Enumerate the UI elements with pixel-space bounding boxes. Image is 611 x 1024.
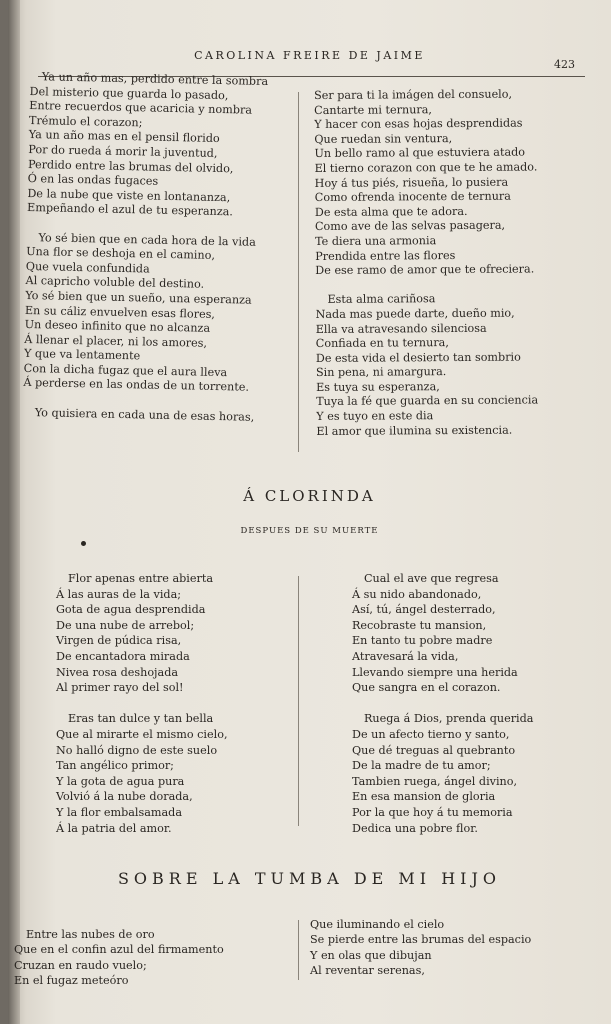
verse-line: Se pierde entre las brumas del espacio	[310, 933, 532, 947]
verse-line: Tuya la fé que guarda en su conciencia	[316, 393, 539, 409]
verse-line: Volvió á la nube dorada,	[56, 790, 193, 804]
ink-spot	[81, 541, 86, 546]
verse-line: En tanto tu pobre madre	[352, 634, 493, 648]
verse-line: Esta alma cariñosa	[327, 292, 436, 307]
verse-line: Á la patria del amor.	[56, 821, 172, 835]
verse-line: Eras tan dulce y tan bella	[68, 712, 214, 726]
verse-line: Del misterio que guarda lo pasado,	[29, 84, 229, 102]
verse-line: Cruzan en raudo vuelo;	[14, 958, 147, 972]
poem3-title: SOBRE LA TUMBA DE MI HIJO	[117, 869, 502, 888]
verse-line: Así, tú, ángel desterrado,	[352, 603, 496, 617]
verse-line: De la nube que viste en lontananza,	[27, 186, 231, 204]
verse-line: Al capricho voluble del destino.	[25, 274, 205, 292]
verse-line: Te diera una armonia	[315, 234, 437, 248]
stanza-break	[56, 696, 228, 712]
verse-line: Ruega á Dios, prenda querida	[364, 712, 534, 726]
verse-line: En el fugaz meteóro	[14, 974, 129, 988]
verse-line: Con la dicha fugaz que el aura lleva	[23, 361, 228, 380]
verse-line: Que sangra en el corazon.	[352, 681, 501, 695]
verse-line: Como ofrenda inocente de ternura	[314, 189, 511, 205]
verse-line: Recobraste tu mansion,	[352, 618, 487, 632]
verse-line: En esa mansion de gloria	[352, 790, 496, 804]
verse-line: Tambien ruega, ángel divino,	[352, 774, 518, 788]
verse-line: Cantarte mi ternura,	[314, 102, 433, 117]
verse-line: Empeñando el azul de tu esperanza.	[26, 201, 234, 219]
verse-line: Á llenar el placer, ni los amores,	[24, 332, 208, 350]
verse-line: Un bello ramo al que estuviera atado	[314, 145, 526, 161]
verse-line: Trémulo el corazon;	[28, 113, 143, 130]
verse-line: Que ruedan sin ventura,	[314, 131, 453, 146]
verse-line: Y es tuyo en este dia	[316, 409, 434, 424]
poem2-right-column	[352, 571, 533, 836]
book-page	[8, 0, 611, 1024]
verse-line: Y hacer con esas hojas desprendidas	[314, 116, 523, 132]
verse-line: De la madre de tu amor;	[352, 759, 491, 773]
verse-line: Cual el ave que regresa	[364, 572, 499, 585]
verse-line: Que al mirarte el mismo cielo,	[56, 727, 228, 741]
column-divider	[298, 92, 299, 452]
verse-line: Nada mas puede darte, dueño mio,	[315, 306, 515, 321]
verse-line: De ese ramo de amor que te ofreciera.	[315, 262, 535, 278]
poem3-left-column	[14, 927, 224, 989]
verse-line: Y la flor embalsamada	[56, 805, 183, 819]
verse-line: Y que va lentamente	[23, 347, 141, 363]
verse-line: Á su nido abandonado,	[352, 587, 482, 601]
poem2-title: Á CLORINDA	[243, 487, 376, 505]
verse-line: Gota de agua desprendida	[56, 603, 206, 617]
poem2-subtitle: DESPUES DE SU MUERTE	[240, 526, 379, 536]
stanza-break	[352, 696, 533, 712]
verse-line: El amor que ilumina su existencia.	[316, 423, 513, 438]
page-number: 423	[554, 58, 575, 71]
verse-line: Sin pena, ni amargura.	[315, 365, 447, 380]
verse-line: En su cáliz envuelven esas flores,	[24, 303, 216, 321]
column-divider	[298, 576, 299, 826]
verse-line: Y la gota de agua pura	[56, 774, 185, 788]
poem2-left-column	[56, 571, 228, 836]
verse-line: El tierno corazon con que te he amado.	[314, 160, 538, 175]
verse-line: Ya un año mas en el pensil florido	[28, 128, 220, 146]
verse-line: Al reventar serenas,	[310, 964, 425, 978]
poem1-right-column	[314, 87, 539, 439]
verse-line: Hoy á tus piés, risueña, lo pusiera	[314, 175, 509, 190]
verse-line: Entre las nubes de oro	[26, 928, 155, 941]
verse-line: Yo sé bien que en cada hora de la vida	[38, 230, 256, 249]
verse-line: Un deseo infinito que no alcanza	[24, 318, 211, 335]
running-head: CAROLINA FREIRE DE JAIME	[194, 49, 425, 62]
verse-line: Yo sé bien que un sueño, una esperanza	[25, 288, 252, 307]
verse-line: Y en olas que dibujan	[310, 948, 432, 962]
verse-line: Por la que hoy á tu memoria	[352, 805, 513, 819]
verse-line: De esta alma que te adora.	[314, 204, 468, 219]
verse-line: De encantadora mirada	[56, 649, 190, 663]
verse-line: De esta vida el desierto tan sombrio	[315, 350, 521, 365]
verse-line: Confiada en tu ternura,	[315, 336, 449, 351]
verse-line: Tan angélico primor;	[56, 759, 174, 773]
verse-line: Al primer rayo del sol!	[56, 681, 184, 695]
verse-line: Por do rueda á morir la juventud,	[28, 142, 218, 160]
verse-line: Nivea rosa deshojada	[56, 665, 179, 679]
verse-line: De un afecto tierno y santo,	[352, 727, 510, 741]
poem3-right-column	[310, 917, 531, 979]
verse-line: Una flor se deshoja en el camino,	[26, 245, 216, 263]
verse-line: Ser para ti la imágen del consuelo,	[314, 87, 513, 102]
verse-line: Ella va atravesando silenciosa	[315, 321, 487, 336]
column-divider	[298, 920, 299, 980]
verse-line: Que vuela confundida	[25, 259, 150, 276]
poem1-left-column	[23, 70, 269, 425]
verse-line: Perdido entre las brumas del olvido,	[27, 157, 234, 175]
verse-line: Prendida entre las flores	[315, 248, 456, 263]
verse-line: Llevando siempre una herida	[352, 665, 518, 679]
verse-line: Que dé treguas al quebranto	[352, 743, 516, 757]
verse-line: Es tuya su esperanza,	[316, 380, 440, 394]
verse-line: Flor apenas entre abierta	[68, 572, 213, 585]
verse-line: De una nube de arrebol;	[56, 618, 195, 632]
verse-line: Atravesará la vida,	[352, 649, 459, 663]
verse-line: Que iluminando el cielo	[310, 918, 445, 931]
verse-line: Á las auras de la vida;	[56, 587, 182, 601]
verse-line: Virgen de púdica risa,	[56, 634, 182, 648]
verse-line: Que en el confin azul del firmamento	[14, 943, 224, 957]
verse-line: Yo quisiera en cada una de esas horas,	[34, 405, 255, 424]
verse-line: Como ave de las selvas pasagera,	[314, 219, 506, 234]
verse-line: Entre recuerdos que acaricia y nombra	[29, 99, 253, 117]
verse-line: Ó en las ondas fugaces	[27, 172, 159, 188]
verse-line: Ya un año mas, perdido entre la sombra	[41, 70, 269, 88]
verse-line: Á perderse en las ondas de un torrente.	[23, 376, 250, 395]
stanza-break	[315, 277, 538, 293]
verse-line: No halló digno de este suelo	[56, 743, 218, 757]
verse-line: Dedica una pobre flor.	[352, 821, 478, 835]
